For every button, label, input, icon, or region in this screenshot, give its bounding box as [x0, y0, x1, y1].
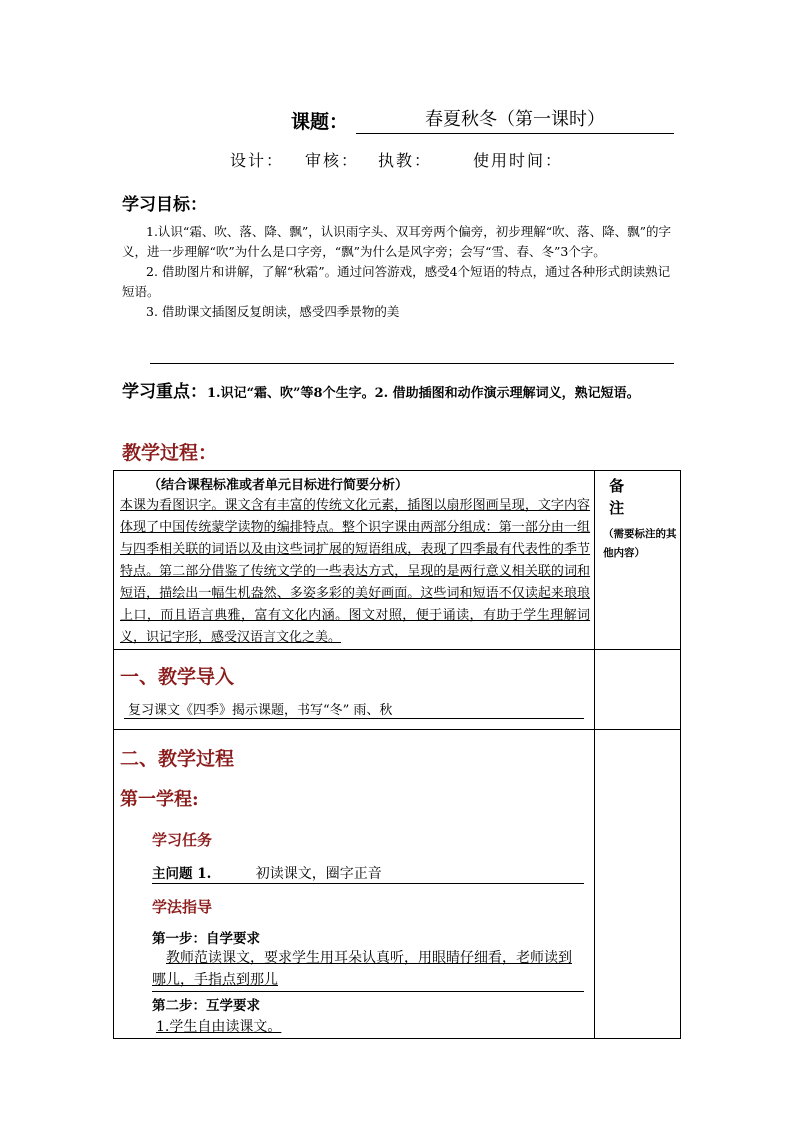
stage1-heading: 第一学程: [120, 789, 199, 810]
note-title: 备注 [609, 477, 643, 517]
divider [150, 363, 674, 364]
design-label: 设计： [230, 151, 285, 170]
step2-text: 1.学生自由读课文。 [156, 1019, 282, 1035]
objectives-list [122, 222, 678, 322]
objective-item: 3. 借助课文插图反复朗读，感受四季景物的美 [146, 304, 400, 319]
analysis-cell [114, 471, 595, 650]
key-points-label: 学习重点： [122, 382, 207, 402]
objectives-heading: 学习目标： [122, 195, 207, 215]
method-heading: 学法指导 [152, 898, 213, 916]
note-cell-empty [595, 650, 681, 730]
main-question-label: 主问题 1. [152, 866, 212, 882]
lesson-table [113, 470, 681, 1039]
process2-heading: 二、教学过程 [120, 748, 235, 770]
lesson-title: 春夏秋冬（第一课时） [356, 105, 674, 134]
review-label: 审核： [305, 151, 360, 170]
process-heading: 教学过程： [122, 442, 218, 464]
step2-label: 第二步：互学要求 [152, 998, 260, 1014]
key-points-text: 1.识记“霜、吹”等8个生字。2. 借助插图和动作演示理解词义，熟记短语。 [207, 386, 640, 401]
note-subtitle: （需要标注的其他内容） [603, 528, 677, 559]
step1-label: 第一步：自学要求 [152, 931, 260, 947]
main-question-text: 初读课文，圈字正音 [255, 866, 382, 882]
time-label: 使用时间： [473, 151, 564, 170]
intro-text: 复习课文《四季》揭示课题，书写“冬” 雨、秋 [124, 699, 584, 719]
intro-cell [114, 650, 595, 730]
intro-heading: 一、教学导入 [120, 666, 235, 688]
analysis-heading: （结合课程标准或者单元目标进行简要分析） [148, 478, 409, 493]
note-cell [595, 471, 681, 650]
key-points [122, 378, 678, 408]
main-question [152, 862, 584, 884]
process-cell [114, 730, 595, 1039]
step1-text: 教师范读课文，要求学生用耳朵认真听，用眼睛仔细看，老师读到哪儿，手指点到那儿 [152, 947, 584, 992]
teach-label: 执教： [378, 151, 433, 170]
title-label: 课题： [291, 111, 349, 133]
note-cell-empty [595, 730, 681, 1039]
analysis-text: 本课为看图识字。课文含有丰富的传统文化元素，插图以扇形图画呈现，文字内容体现了中国传统蒙学读物的编排特点。整个识字课由两部分组成：第一部分由一组与四季相关联的词语以及由这些词扩展的短语组成，表现了四季最有代表性的季节特点。第二部分借鉴了传统文学的一些表达方式，呈现的是两行意义相关联的词和短语，描绘出一幅生机盎然、多姿多彩的美好画面。这些词和短语不仅读起来琅琅上口，而且语言典雅，富有文化内涵。图文对照，便于诵读，有助于学生理解词义，识记字形，感受汉语言文化之美。 [120, 498, 591, 645]
task-heading: 学习任务 [152, 831, 213, 849]
objective-item: 1.认识“霜、吹、落、降、飘”，认识雨字头、双耳旁两个偏旁，初步理解“吹、落、降、飘”的字义，进一步理解“吹”为什么是口字旁，“飘”为什么是风字旁；会写“雪、春、冬”3个字。 [122, 224, 671, 259]
objective-item: 2. 借助图片和讲解，了解“秋霜”。通过问答游戏，感受4个短语的特点，通过各种形式朗读熟记短语。 [122, 264, 671, 299]
